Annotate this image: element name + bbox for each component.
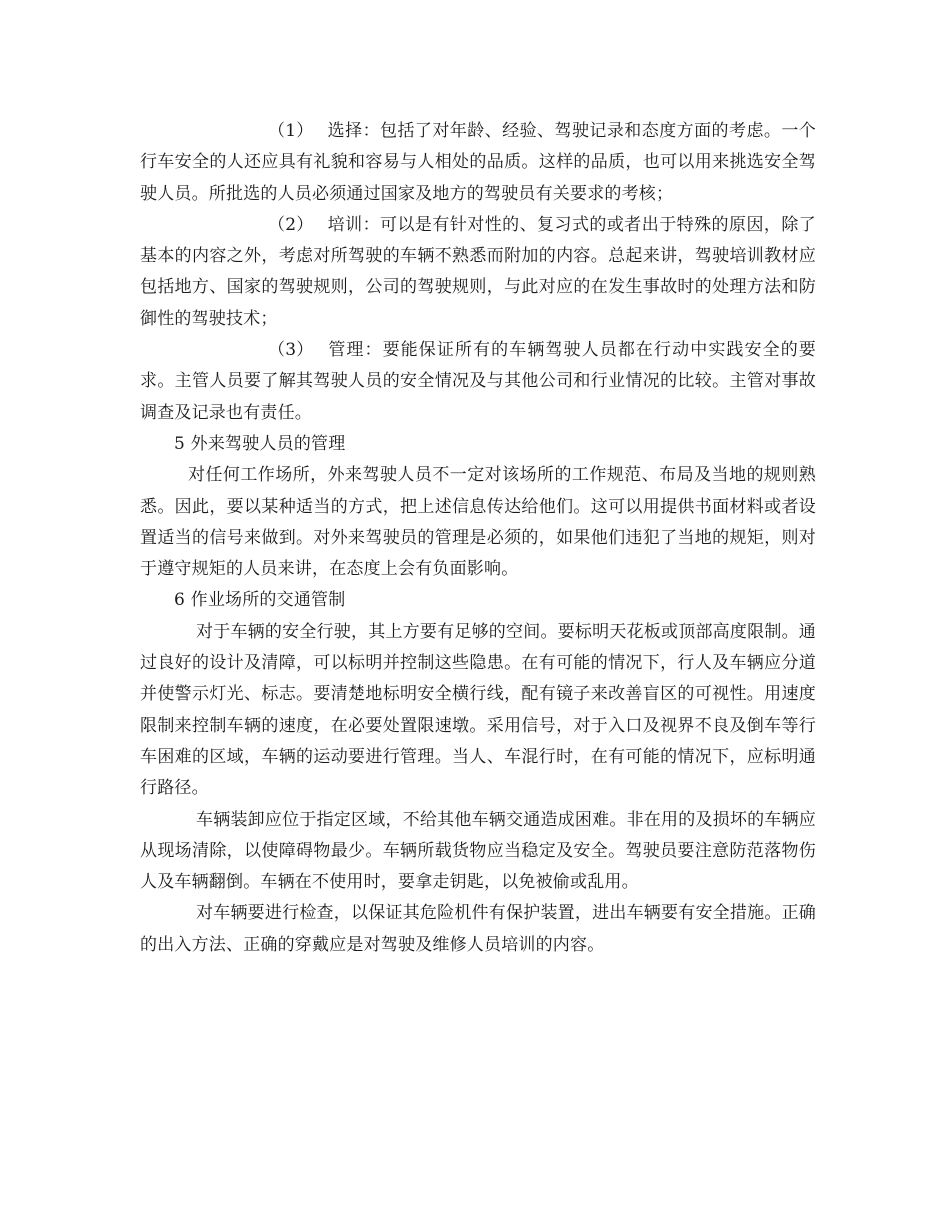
list-item-3 <box>140 335 816 429</box>
section-5-heading: 5 外来驾驶人员的管理 <box>174 433 346 454</box>
document-body <box>140 116 816 961</box>
list-text-1: 选择：包括了对年龄、经验、驾驶记录和态度方面的考虑。一个行车安全的人还应具有礼貌和容易与人相处的品质。这样的品质，也可以用来挑选安全驾驶人员。所批选的人员必须通过国家及地方的驾驶员有关要求的考核； <box>140 121 816 204</box>
list-marker-3: （3） <box>268 340 314 361</box>
list-text-3: 管理：要能保证所有的车辆驾驶人员都在行动中实践安全的要求。主管人员要了解其驾驶人员的安全情况及与其他公司和行业情况的比较。主管对事故调查及记录也有责任。 <box>140 340 816 423</box>
list-marker-2: （2） <box>268 214 314 235</box>
list-item-2 <box>140 210 816 335</box>
list-marker-1: （1） <box>268 121 314 141</box>
section-6-paragraph-3: 对车辆要进行检查，以保证其危险机件有保护装置，进出车辆要有安全措施。正确的出入方法、正确的穿戴应是对驾驶及维修人员培训的内容。 <box>140 903 816 955</box>
section-6-paragraph-1: 对于车辆的安全行驶，其上方要有足够的空间。要标明天花板或顶部高度限制。通过良好的设计及清障，可以标明并控制这些隐患。在有可能的情况下，行人及车辆应分道并使警示灯光、标志。要清楚地标明安全横行线，配有镜子来改善盲区的可视性。用速度限制来控制车辆的速度，在必要处置限速墩。采用信号，对于入口及视界不良及倒车等行车困难的区域，车辆的运动要进行管理。当人、车混行时，在有可能的情况下，应标明通行路径。 <box>140 621 816 799</box>
list-text-2: 培训：可以是有针对性的、复习式的或者出于特殊的原因，除了基本的内容之外，考虑对所驾驶的车辆不熟悉而附加的内容。总起来讲，驾驶培训教材应包括地方、国家的驾驶规则，公司的驾驶规则，与此对应的在发生事故时的处理方法和防御性的驾驶技术； <box>140 214 816 329</box>
section-6-heading: 6 作业场所的交通管制 <box>174 590 346 611</box>
section-5-paragraph: 对任何工作场所，外来驾驶人员不一定对该场所的工作规范、布局及当地的规则熟悉。因此，要以某种适当的方式，把上述信息传达给他们。这可以用提供书面材料或者设置适当的信号来做到。对外来驾驶员的管理是必须的，如果他们违犯了当地的规矩，则对于遵守规矩的人员来讲，在态度上会有负面影响。 <box>140 465 816 580</box>
list-item-1 <box>140 116 816 210</box>
section-6-paragraph-2: 车辆装卸应位于指定区域，不给其他车辆交通造成困难。非在用的及损坏的车辆应从现场清除，以使障碍物最少。车辆所载货物应当稳定及安全。驾驶员要注意防范落物伤人及车辆翻倒。车辆在不使用时，要拿走钥匙，以免被偷或乱用。 <box>140 809 816 893</box>
